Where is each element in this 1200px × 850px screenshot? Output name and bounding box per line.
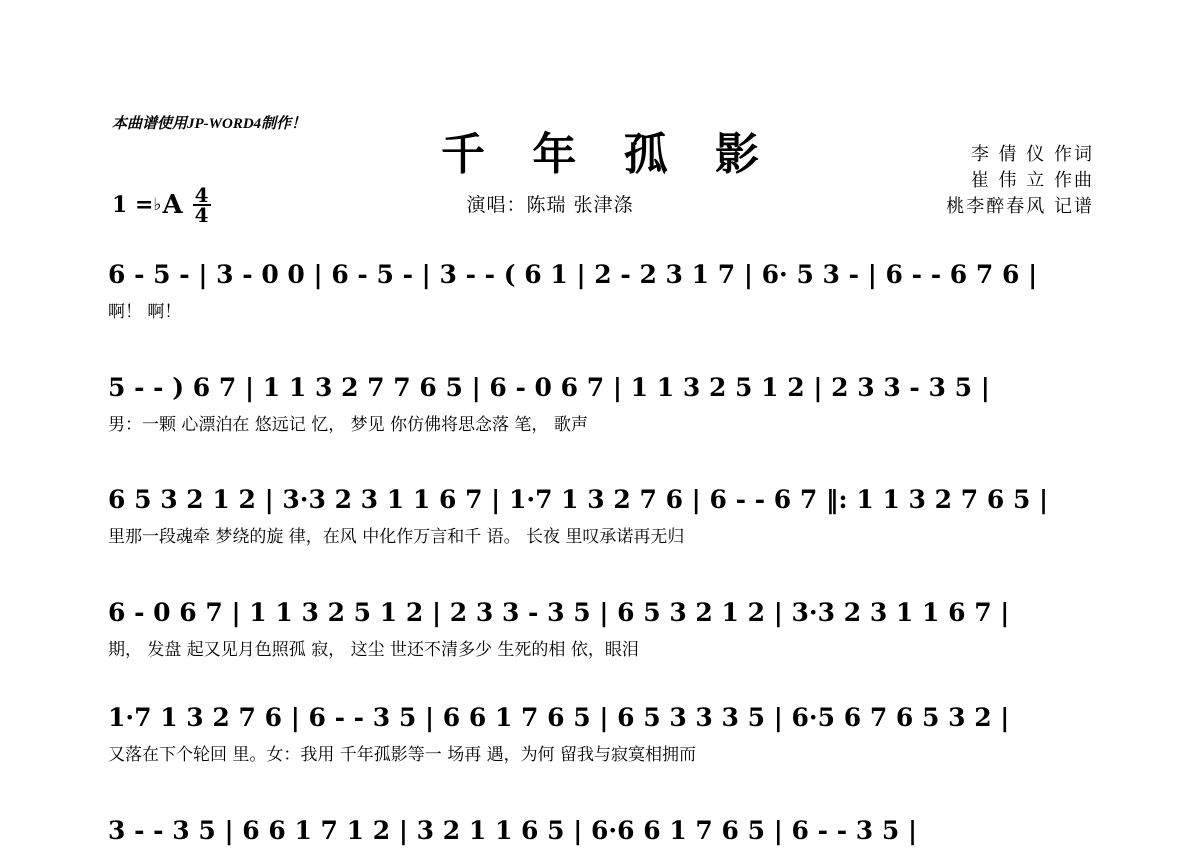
flat-symbol: ♭ (153, 195, 162, 216)
music-system (108, 375, 1092, 434)
time-signature (193, 183, 211, 228)
notation-line: 1·7 1 3 2 7 6 | 6 - - 3 5 | 6 6 1 7 6 5 | 6 5 3 3 3 5 | 6·5 6 7 6 5 3 2 | (108, 703, 1010, 732)
notation-line: 6 5 3 2 1 2 | 3·3 2 3 1 1 6 7 | 1·7 1 3 2 7 6 | 6 - - 6 7 ‖: 1 1 3 2 7 6 5 | (108, 485, 1049, 514)
notation-line: 3 - - 3 5 | 6 6 1 7 1 2 | 3 2 1 1 6 5 | 6·6 6 1 7 6 5 | 6 - - 3 5 | (108, 816, 918, 845)
meter-numerator: 4 (194, 183, 209, 207)
key-prefix: 1 = (112, 192, 154, 219)
music-system (108, 487, 1092, 546)
lyrics-line: 里那一段魂牵 梦绕的旋 律，在风 中化作万言和千 语。 长夜 里叹承诺再无归 (108, 527, 685, 547)
lyrics-line: 啊！ 啊！ (108, 302, 182, 322)
meter-denominator: 4 (194, 203, 209, 228)
lyrics-line: 期， 发盘 起又见月色照孤 寂， 这尘 世还不清多少 生死的相 依，眼泪 (108, 640, 639, 660)
lyrics-line: 男：一颗 心漂泊在 悠远记 忆， 梦见 你仿佛将思念落 笔， 歌声 (108, 415, 588, 435)
key-signature (112, 183, 211, 228)
credits-block (946, 142, 1094, 220)
lyrics-line: 又落在下个轮回 里。女：我用 千年孤影等一 场再 遇，为何 留我与寂寞相拥而 (108, 745, 697, 765)
music-system (108, 705, 1092, 764)
notation-line: 5 - - ) 6 7 | 1 1 3 2 7 7 6 5 | 6 - 0 6 7 | 1 1 3 2 5 1 2 | 2 3 3 - 3 5 | (108, 373, 990, 402)
music-system (108, 262, 1092, 321)
singer-credit: 演唱：陈瑞 张津涤 (466, 194, 634, 216)
page-title: 千 年 孤 影 (441, 129, 775, 180)
watermark-text: 本曲谱使用JP-WORD4制作！ (112, 116, 307, 132)
credit-transcriber: 桃李醉春风 记谱 (946, 196, 1094, 217)
notation-line: 6 - 5 - | 3 - 0 0 | 6 - 5 - | 3 - - ( 6 1 | 2 - 2 3 1 7 | 6· 5 3 - | 6 - - 6 7 6 | (108, 260, 1038, 289)
credit-lyricist: 李 倩 仪 作词 (970, 144, 1094, 165)
notation-line: 6 - 0 6 7 | 1 1 3 2 5 1 2 | 2 3 3 - 3 5 | 6 5 3 2 1 2 | 3·3 2 3 1 1 6 7 | (108, 598, 1010, 627)
credit-composer: 崔 伟 立 作曲 (970, 170, 1094, 191)
music-system (108, 600, 1092, 659)
music-system (108, 818, 1092, 843)
key-letter: A (162, 190, 183, 221)
